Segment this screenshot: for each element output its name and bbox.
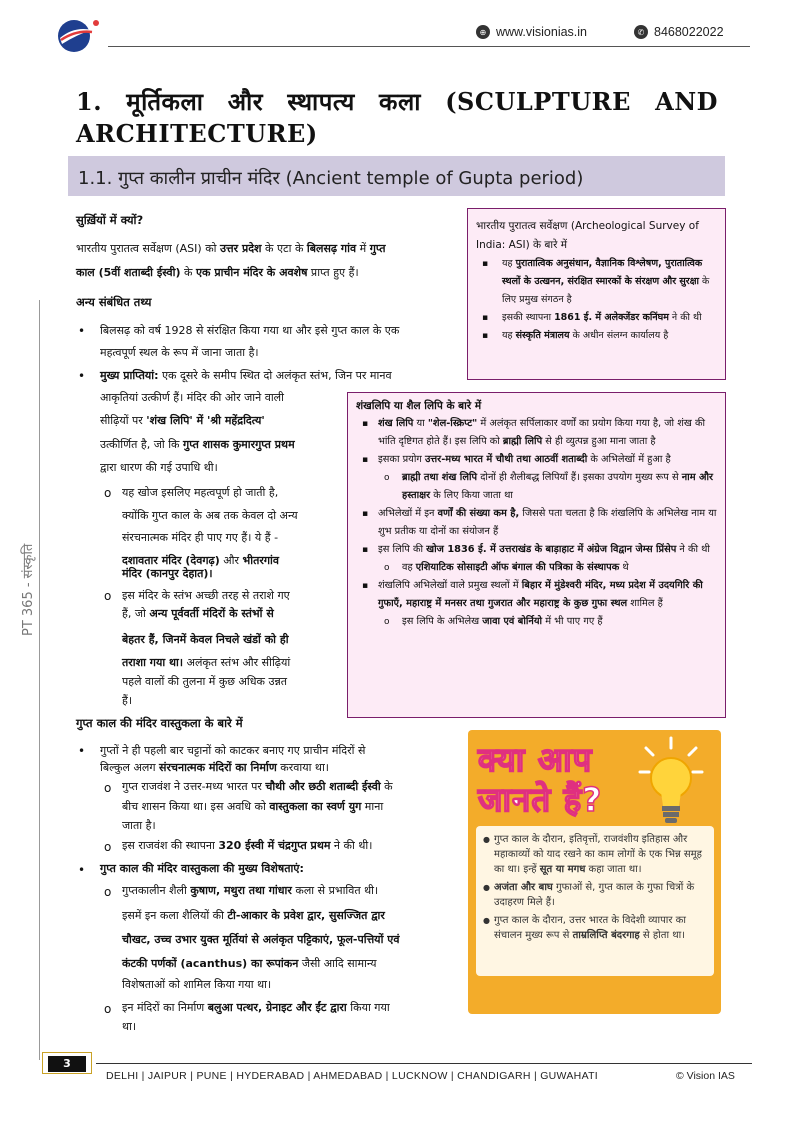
facts-b2-l4: उत्कीर्णित है, जो कि गुप्त शासक कुमारगुप्त प्रथम (100, 438, 295, 451)
bullet: • (78, 863, 86, 877)
arch-b1-l1: गुप्तों ने ही पहली बार चट्टानों को काटकर बनाए गए प्राचीन मंदिरों से (100, 744, 366, 757)
arch-s3-l1: गुप्तकालीन शैली कुषाण, मथुरा तथा गांधार कला से प्रभावित थी। (122, 884, 379, 897)
arch-s4-l1: इन मंदिरों का निर्माण बलुआ पत्थर, ग्रेनाइट और ईंट द्वारा किया गया (122, 1001, 390, 1014)
facts-s2-l1: इस मंदिर के स्तंभ अच्छी तरह से तराशे गए (122, 589, 290, 602)
news-heading: सुर्ख़ियों में क्यों? (76, 213, 144, 227)
bullet: • (78, 744, 86, 758)
facts-s1-l1: यह खोज इसलिए महत्वपूर्ण हो जाती है, (122, 486, 279, 499)
did-you-know-title: क्या आप जानते हैं? (478, 740, 603, 819)
lightbulb-icon (638, 736, 704, 832)
facts-s1-l2: क्योंकि गुप्त काल के अब तक केवल दो अन्य (122, 509, 298, 522)
facts-b2-l3: सीढ़ियों पर 'शंख लिपि' में 'श्री महेंद्रदित्य' (100, 414, 265, 427)
footer-cities: DELHI | JAIPUR | PUNE | HYDERABAD | AHMEDABAD | LUCKNOW | CHANDIGARH | GUWAHATI (106, 1070, 599, 1082)
facts-b1-l2: महत्वपूर्ण स्थल के रूप में जाना जाता है। (100, 346, 259, 359)
globe-icon: ⊕ (476, 25, 490, 39)
arch-s3-l5: विशेषताओं को शामिल किया गया था। (122, 978, 272, 991)
arch-b1-l2: बिल्कुल अलग संरचनात्मक मंदिरों का निर्माण करवाया था। (100, 761, 329, 774)
arch-s4-l2: था। (122, 1020, 137, 1033)
facts-s1-l3: संरचनात्मक मंदिर ही पाए गए हैं। ये हैं - (122, 531, 279, 544)
facts-s1-l5: मंदिर (कानपुर देहात)। (122, 567, 213, 580)
did-you-know-content (476, 826, 714, 976)
architecture-heading: गुप्त काल की मंदिर वास्तुकला के बारे में (76, 716, 243, 730)
facts-heading: अन्य संबंधित तथ्य (76, 295, 152, 309)
section-title: 1.1. गुप्त कालीन प्राचीन मंदिर (Ancient temple of Gupta period) (78, 168, 584, 189)
header-rule (108, 46, 750, 47)
list-item: ● अजंता और बाघ गुफाओं से, गुप्त काल के गुफा चित्रों के उदाहरण मिले हैं। (482, 880, 708, 910)
list-item: o इस लिपि के अभिलेख जावा एवं बोर्नियो में भी पाए गए हैं (356, 613, 717, 631)
facts-b2-l5: द्वारा धारण की गई उपाधि थी। (100, 461, 218, 474)
phone-icon: ✆ (634, 25, 648, 39)
list-item: o वह एशियाटिक सोसाइटी ऑफ बंगाल की पत्रिका के संस्थापक थे (356, 559, 717, 577)
side-label (10, 490, 40, 640)
arch-s1-l2: बीच शासन किया था। इस अवधि को वास्तुकला का स्वर्ण युग माना (122, 800, 384, 813)
arch-s3-l2: इसमें इन कला शैलियों की टी-आकार के प्रवेश द्वार, सुसज्जित द्वार (122, 909, 385, 922)
footer-rule (96, 1063, 752, 1064)
list-item: ● गुप्त काल के दौरान, उत्तर भारत के विदेशी व्यापार का संचालन मुख्य रूप से ताम्रलिप्ति बंदरगाह से होता था। (482, 913, 708, 943)
facts-b2-l2: आकृतियां उत्कीर्ण हैं। मंदिर की ओर जाने वाली (100, 391, 284, 404)
facts-s1-l4: दशावतार मंदिर (देवगढ़) और भीतरगांव (122, 554, 279, 567)
vision-ias-logo (52, 14, 104, 54)
facts-s2-l5: पहले वालों की तुलना में कुछ अधिक उन्नत (122, 675, 288, 688)
sub-bullet: o (104, 840, 112, 854)
arch-s1-l1: गुप्त राजवंश ने उत्तर-मध्य भारत पर चौथी और छठी शताब्दी ईस्वी के (122, 780, 393, 793)
asi-box-title: भारतीय पुरातत्व सर्वेक्षण (Archeological Survey of India: ASI) के बारे में (476, 220, 699, 251)
list-item: ▪ अभिलेखों में इन वर्णों की संख्या कम है, जिससे पता चलता है कि शंखलिपि के अभिलेख नाम या शुभ प्रतीक या दोनों का संयोजन हैं (356, 505, 717, 541)
shankh-lipi-box (347, 392, 726, 718)
sub-bullet: o (104, 589, 112, 603)
sub-bullet: o (104, 1002, 112, 1016)
arch-s1-l3: जाता है। (122, 819, 156, 832)
sub-bullet: o (104, 885, 112, 899)
news-line-1: भारतीय पुरातत्व सर्वेक्षण (ASI) को उत्तर प्रदेश के एटा के बिलसढ़ गांव में गुप्त (76, 242, 386, 255)
phone-number: ✆ 8468022022 (634, 25, 724, 39)
list-item: ▪ इसका प्रयोग उत्तर-मध्य भारत में चौथी तथा आठवीं शताब्दी के अभिलेखों में हुआ है (356, 451, 717, 469)
list-item: ▪ शंखलिपि अभिलेखों वाले प्रमुख स्थलों में बिहार में मुंडेश्वरी मंदिर, मध्य प्रदेश में उदयगिरि की गुफाएँ, महाराष्ट्र में मनसर तथा गुजरात और महाराष्ट्र के कुछ गुफा स्थल शामिल हैं (356, 577, 717, 613)
list-item: ▪ इस लिपि की खोज 1836 ई. में उत्तराखंड के बाड़ाहाट में अंग्रेज विद्वान जेम्स प्रिंसेप ने की थी (356, 541, 717, 559)
list-item: ▪ इसकी स्थापना 1861 ई. में अलेक्जेंडर कनिंघम ने की थी (476, 309, 717, 327)
facts-s2-l4: तराशा गया था। अलंकृत स्तंभ और सीढ़ियां (122, 656, 291, 669)
list-item: ▪ शंख लिपि या "शेल-स्क्रिप्ट" में अलंकृत सर्पिलाकार वर्णों का प्रयोग किया गया है, जो शंख की भांति दृष्टिगत होते हैं। इस लिपि को ब्राह्मी लिपि से ही व्युत्पन्न हुआ माना जाता है (356, 415, 717, 451)
list-item: ▪ यह संस्कृति मंत्रालय के अधीन संलग्न कार्यालय है (476, 327, 717, 345)
sub-bullet: o (104, 486, 112, 500)
bullet: • (78, 369, 86, 383)
facts-s2-l3: बेहतर हैं, जिनमें केवल निचले खंडों को ही (122, 633, 289, 646)
side-rule (39, 300, 40, 1060)
website-link[interactable]: ⊕ www.visionias.in (476, 25, 587, 39)
list-item: o ब्राह्मी तथा शंख लिपि दोनों ही शैलीबद्ध लिपियाँ हैं। इसका उपयोग मुख्य रूप से नाम और हस्ताक्षर के लिए किया जाता था (356, 469, 717, 505)
page-number: 3 (48, 1056, 86, 1072)
arch-s2: इस राजवंश की स्थापना 320 ईस्वी में चंद्रगुप्त प्रथम ने की थी। (122, 839, 373, 852)
list-item: ▪ यह पुरातात्विक अनुसंधान, वैज्ञानिक विश्लेषण, पुरातात्विक स्थलों के उत्खनन, संरक्षित स्मारकों के संरक्षण और सुरक्षा के लिए प्रमुख संगठन है (476, 255, 717, 309)
facts-b1-l1: बिलसढ़ को वर्ष 1928 से संरक्षित किया गया था और इसे गुप्त काल के एक (100, 324, 400, 337)
bullet: • (78, 324, 86, 338)
arch-b2: गुप्त काल की मंदिर वास्तुकला की मुख्य विशेषताएं: (100, 862, 304, 875)
footer-copyright: © Vision IAS (676, 1070, 735, 1082)
svg-text:PT 365 - संस्कृति: PT 365 - संस्कृति (21, 543, 36, 636)
page-title: 1. मूर्तिकला और स्थापत्य कला (SCULPTURE AND ARCHITECTURE) (76, 87, 718, 148)
list-item: ● गुप्त काल के दौरान, इतिवृत्तों, राजवंशीय इतिहास और महाकाव्यों को याद रखने का काम लोगों के एक भिन्न समूह का था। इन्हें सूत या मगध कहा जाता था। (482, 832, 708, 877)
arch-s3-l3: चौखट, उच्च उभार युक्त मूर्तियां से अलंकृत पट्टिकाएं, फूल-पत्तियों एवं (122, 933, 400, 946)
facts-s2-l2: हैं, जो अन्य पूर्ववर्ती मंदिरों के स्तंभों से (122, 607, 274, 620)
facts-b2-l1: मुख्य प्राप्तियां: एक दूसरे के समीप स्थित दो अलंकृत स्तंभ, जिन पर मानव (100, 369, 392, 382)
asi-info-box (467, 208, 726, 380)
arch-s3-l4: कंटकी पर्णकों (acanthus) का रूपांकन जैसी आदि सामान्य (122, 957, 377, 970)
sub-bullet: o (104, 781, 112, 795)
news-line-2: काल (5वीं शताब्दी ईस्वी) के एक प्राचीन मंदिर के अवशेष प्राप्त हुए हैं। (76, 266, 359, 279)
shankh-box-title: शंखलिपि या शैल लिपि के बारे में (356, 400, 482, 412)
facts-s2-l6: हैं। (122, 694, 133, 707)
